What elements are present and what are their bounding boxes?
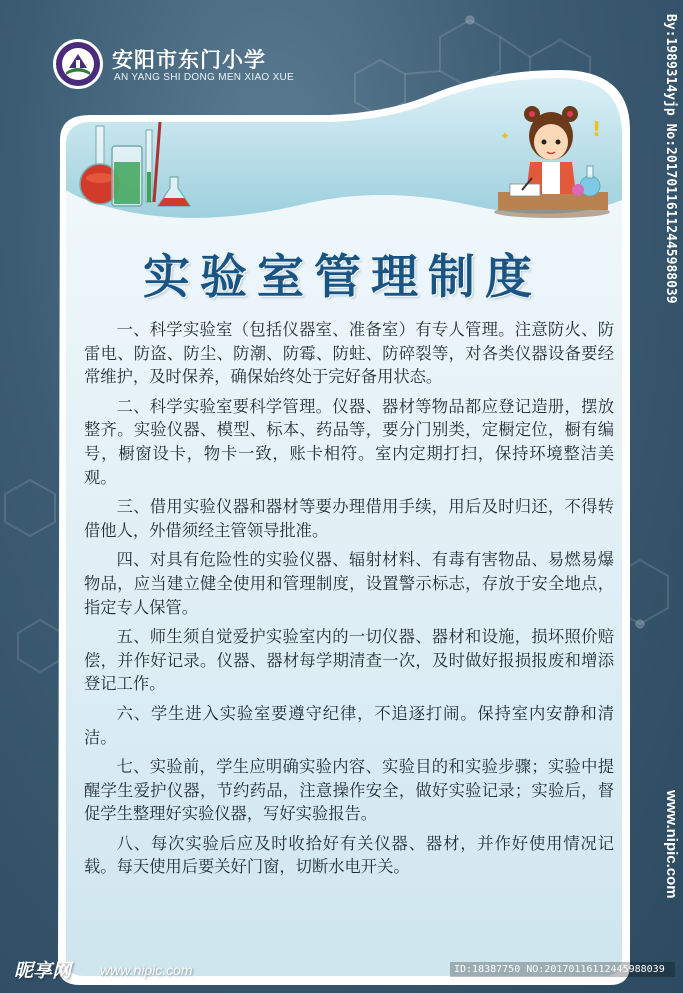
rule-paragraph-4: 四、对具有危险性的实验仪器、辐射材料、有毒有害物品、易燃易爆物品，应当建立健全使用和管理制度，设置警示标志，存放于安全地点，指定专人保管。 xyxy=(84,550,614,617)
svg-text:!: ! xyxy=(592,117,602,141)
lab-flasks-illustration xyxy=(74,122,199,212)
rule-paragraph-6: 六、学生进入实验室要遵守纪律，不追逐打闹。保持室内安静和清洁。 xyxy=(84,703,614,747)
school-name-en: AN YANG SHI DONG MEN XIAO XUE xyxy=(114,72,295,83)
school-name-cn: 安阳市东门小学 xyxy=(112,48,266,72)
side-id-watermark: By:1989314yjp No:20170116112445988039 xyxy=(663,14,678,304)
regulation-text xyxy=(84,318,614,885)
rule-paragraph-8: 八、每次实验后应及时收拾好有关仪器、器材，并作好使用情况记载。每天使用后要关好门窗，切断水电开关。 xyxy=(84,833,614,877)
rule-paragraph-3: 三、借用实验仪器和器材等要办理借用手续，用后及时归还，不得转借他人，外借须经主管领导批准。 xyxy=(84,497,614,540)
side-url-watermark: www.nipic.com xyxy=(663,790,680,899)
image-id-watermark: ID:18387750 NO:20170116112445988039 xyxy=(450,962,675,977)
girl-scientist-illustration xyxy=(492,100,612,218)
nipic-logo-watermark: 昵享网 xyxy=(14,960,72,982)
nipic-url-watermark: www.nipic.com xyxy=(100,962,193,978)
rule-paragraph-2: 二、科学实验室要科学管理。仪器、器材等物品都应登记造册，摆放整齐。实验仪器、模型、标本、药品等，要分门别类，定橱定位，橱有编号，橱窗设卡，物卡一致，账卡相符。室内定期打扫，保持环境整洁美观。 xyxy=(84,396,614,487)
page-title: 实验室管理制度 xyxy=(143,250,542,305)
rule-paragraph-1: 一、科学实验室（包括仪器室、准备室）有专人管理。注意防火、防雷电、防盗、防尘、防潮、防霉、防蛀、防碎裂等，对各类仪器设备要经常维护，及时保养，确保始终处于完好备用状态。 xyxy=(84,320,614,387)
svg-text:✦: ✦ xyxy=(500,129,511,143)
rule-paragraph-7: 七、实验前，学生应明确实验内容、实验目的和实验步骤；实验中提醒学生爱护仪器，节约药品，注意操作安全，做好实验记录；实验后，督促学生整理好实验仪器，写好实验报告。 xyxy=(84,757,614,824)
rule-paragraph-5: 五、师生须自觉爱护实验室内的一切仪器、器材和设施，损坏照价赔偿，并作好记录。仪器、器材每学期清查一次，及时做好报损报废和增添登记工作。 xyxy=(84,627,614,694)
